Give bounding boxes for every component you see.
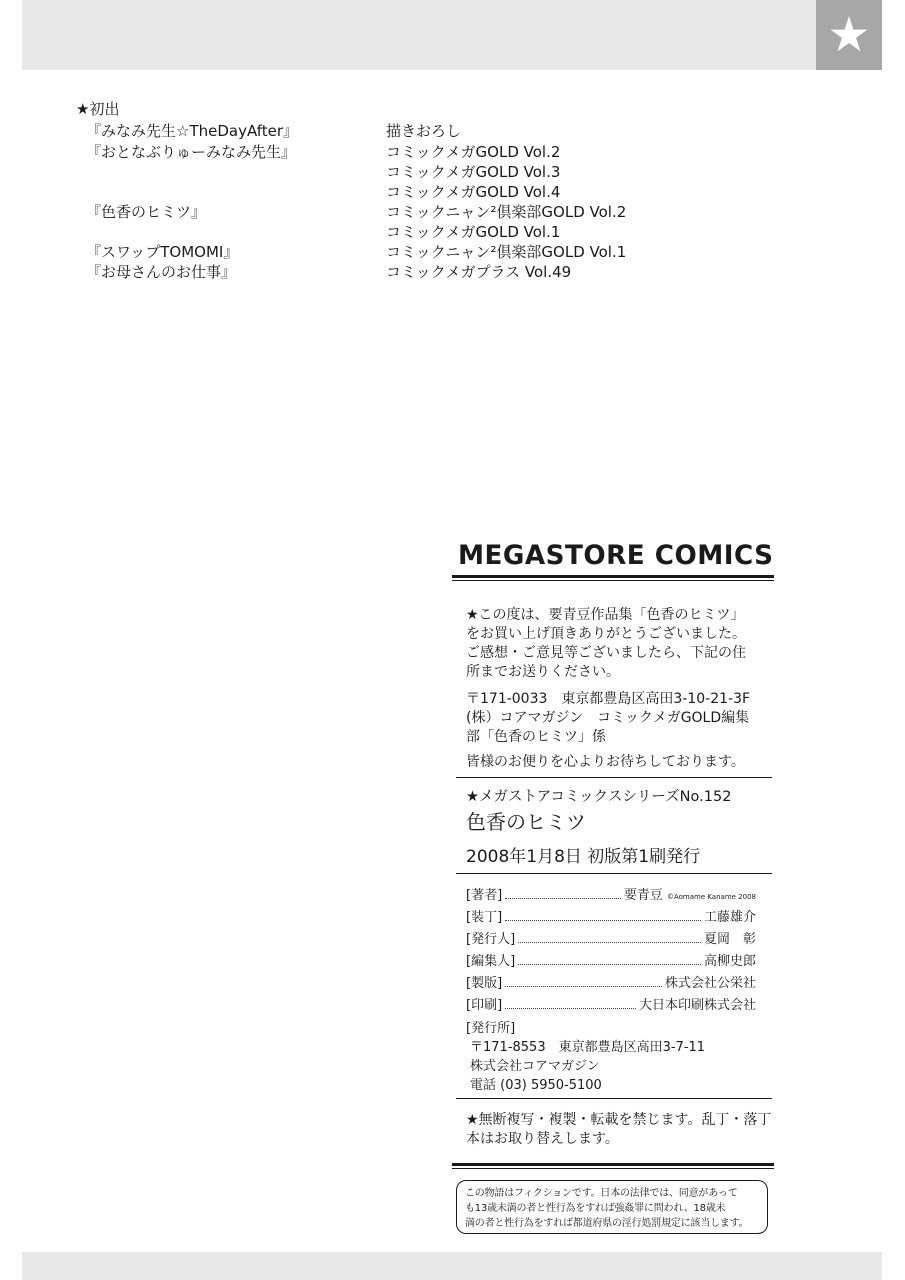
source-title: 『みなみ先生☆TheDayAfter』 [86,122,298,140]
sources-heading: ★初出 [76,100,120,118]
copy-notice-line: 本はお取り替えします。 [466,1131,619,1147]
source-title: 『おとなぶりゅーみなみ先生』 [86,143,297,161]
divider [456,777,772,778]
source-title: 『お母さんのお仕事』 [86,263,237,281]
credit-value: 高柳史郎 [703,954,756,969]
credit-printer [466,994,756,1013]
source-publication: コミックメガGOLD Vol.2 [386,143,561,161]
credit-value: 要青豆 [623,888,663,903]
star-icon: ★ [816,0,882,70]
source-publication: コミックニャン²倶楽部GOLD Vol.1 [386,243,627,261]
credit-value: 夏岡 彰 [703,932,756,947]
source-publication: 描きおろし [386,122,462,140]
credit-author [466,884,756,903]
copyright-note: ©Aomame Kaname 2008 [666,893,756,901]
leader-dots [518,941,701,943]
address-line: 〒171-0033 東京都豊島区高田3-10-21-3F [466,691,751,707]
credit-value: 大日本印刷株式会社 [638,998,756,1013]
credit-label: [装丁] [466,910,503,925]
divider [452,1168,774,1169]
source-publication: コミックメガプラス Vol.49 [386,263,572,281]
series-number: ★メガストアコミックスシリーズNo.152 [466,789,732,805]
fiction-notice-line: この物語はフィクションです。日本の法律では、同意があって [465,1188,738,1199]
closing-line: 皆様のお便りを心よりお待ちしております。 [466,754,745,770]
publisher-line: 〒171-8553 東京都豊島区高田3-7-11 [470,1040,706,1055]
footer-band [22,1252,882,1280]
credit-label: [著者] [466,888,503,903]
source-title: 『スワップTOMOMI』 [86,243,239,261]
thanks-line: 所までお送りください。 [466,664,620,680]
source-publication: コミックニャン²倶楽部GOLD Vol.2 [386,203,627,221]
credit-publisher-person [466,928,756,947]
publisher-label: [発行所] [466,1021,516,1036]
divider [456,873,772,874]
copy-notice-line: ★無断複写・複製・転載を禁じます。乱丁・落丁 [466,1112,772,1128]
credit-value: 工藤雄介 [703,910,756,925]
divider [452,575,774,578]
credit-label: [発行人] [466,932,516,947]
publisher-line: 電話 (03) 5950-5100 [470,1078,602,1093]
credit-label: [製版] [466,976,503,991]
source-publication: コミックメガGOLD Vol.4 [386,183,561,201]
header-band [22,0,816,70]
credit-value: 株式会社公栄社 [664,976,756,991]
source-title: 『色香のヒミツ』 [86,203,207,221]
fiction-notice-line: 満の者と性行為をすれば都道府県の淫行処罰規定に該当します。 [465,1218,749,1229]
divider [452,1163,774,1166]
thanks-line: ★この度は、要青豆作品集「色香のヒミツ」 [466,607,745,623]
thanks-line: をお買い上げ頂きありがとうございました。 [466,626,746,642]
divider [452,580,774,581]
fiction-notice-line: も13歳未満の者と性行為をすれば強姦罪に問われ、18歳未 [465,1203,726,1214]
credit-design [466,906,756,925]
leader-dots [505,985,662,987]
book-title: 色香のヒミツ [466,810,586,834]
source-publication: コミックメガGOLD Vol.1 [386,223,561,241]
address-line: (株）コアマガジン コミックメガGOLD編集 [466,710,750,726]
source-publication: コミックメガGOLD Vol.3 [386,163,561,181]
leader-dots [505,897,621,899]
address-line: 部「色香のヒミツ」係 [466,729,606,745]
leader-dots [505,1007,636,1009]
credit-editor [466,950,756,969]
divider [456,1098,772,1099]
leader-dots [518,963,701,965]
credit-label: [印刷] [466,998,503,1013]
fiction-notice [456,1180,768,1234]
publication-date: 2008年1月8日 初版第1刷発行 [466,847,701,867]
credit-label: [編集人] [466,954,516,969]
credit-plate [466,972,756,991]
imprint-logo: MEGASTORE COMICS [458,540,774,571]
publisher-line: 株式会社コアマガジン [470,1059,600,1074]
leader-dots [505,919,701,921]
thanks-line: ご感想・ご意見等ございましたら、下記の住 [466,645,746,661]
